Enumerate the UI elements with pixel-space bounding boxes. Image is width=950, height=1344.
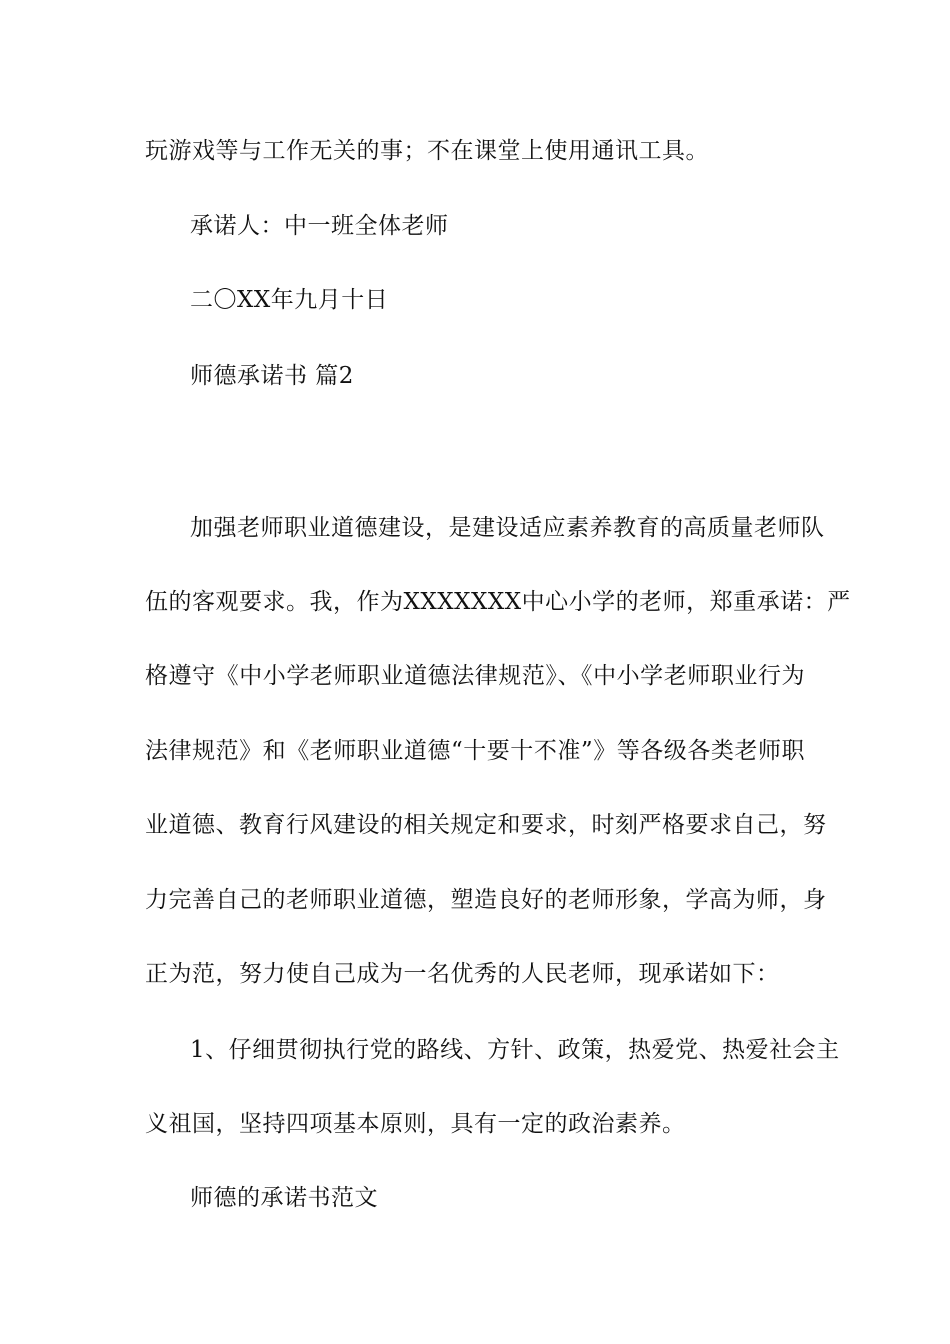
- list-item-line: 1、仔细贯彻执行党的路线、方针、政策，热爱党、热爱社会主: [190, 1037, 840, 1063]
- paragraph-line: 加强老师职业道德建设，是建设适应素养教育的高质量老师队: [190, 515, 825, 541]
- paragraph-line: 玩游戏等与工作无关的事；不在课堂上使用通讯工具。: [145, 138, 709, 164]
- paragraph-line: 伍的客观要求。我，作为XXXXXXX中心小学的老师，郑重承诺：严: [145, 589, 851, 615]
- list-item-line: 义祖国，坚持四项基本原则，具有一定的政治素养。: [145, 1111, 686, 1137]
- section-heading: 师德的承诺书范文: [190, 1185, 378, 1211]
- section-heading: 师德承诺书 篇2: [190, 363, 354, 389]
- paragraph-line: 力完善自己的老师职业道德，塑造良好的老师形象，学高为师，身: [145, 887, 827, 913]
- paragraph-line: 业道德、教育行风建设的相关规定和要求，时刻严格要求自己，努: [145, 812, 827, 838]
- paragraph-line: 格遵守《中小学老师职业道德法律规范》、《中小学老师职业行为: [145, 663, 805, 689]
- signatory-line: 承诺人：中一班全体老师: [190, 213, 449, 239]
- paragraph-line: 正为范，努力使自己成为一名优秀的人民老师，现承诺如下：: [145, 961, 780, 987]
- paragraph-line: 法律规范》和《老师职业道德“十要十不准”》等各级各类老师职: [145, 738, 805, 764]
- date-line: 二〇XX年九月十日: [190, 287, 389, 313]
